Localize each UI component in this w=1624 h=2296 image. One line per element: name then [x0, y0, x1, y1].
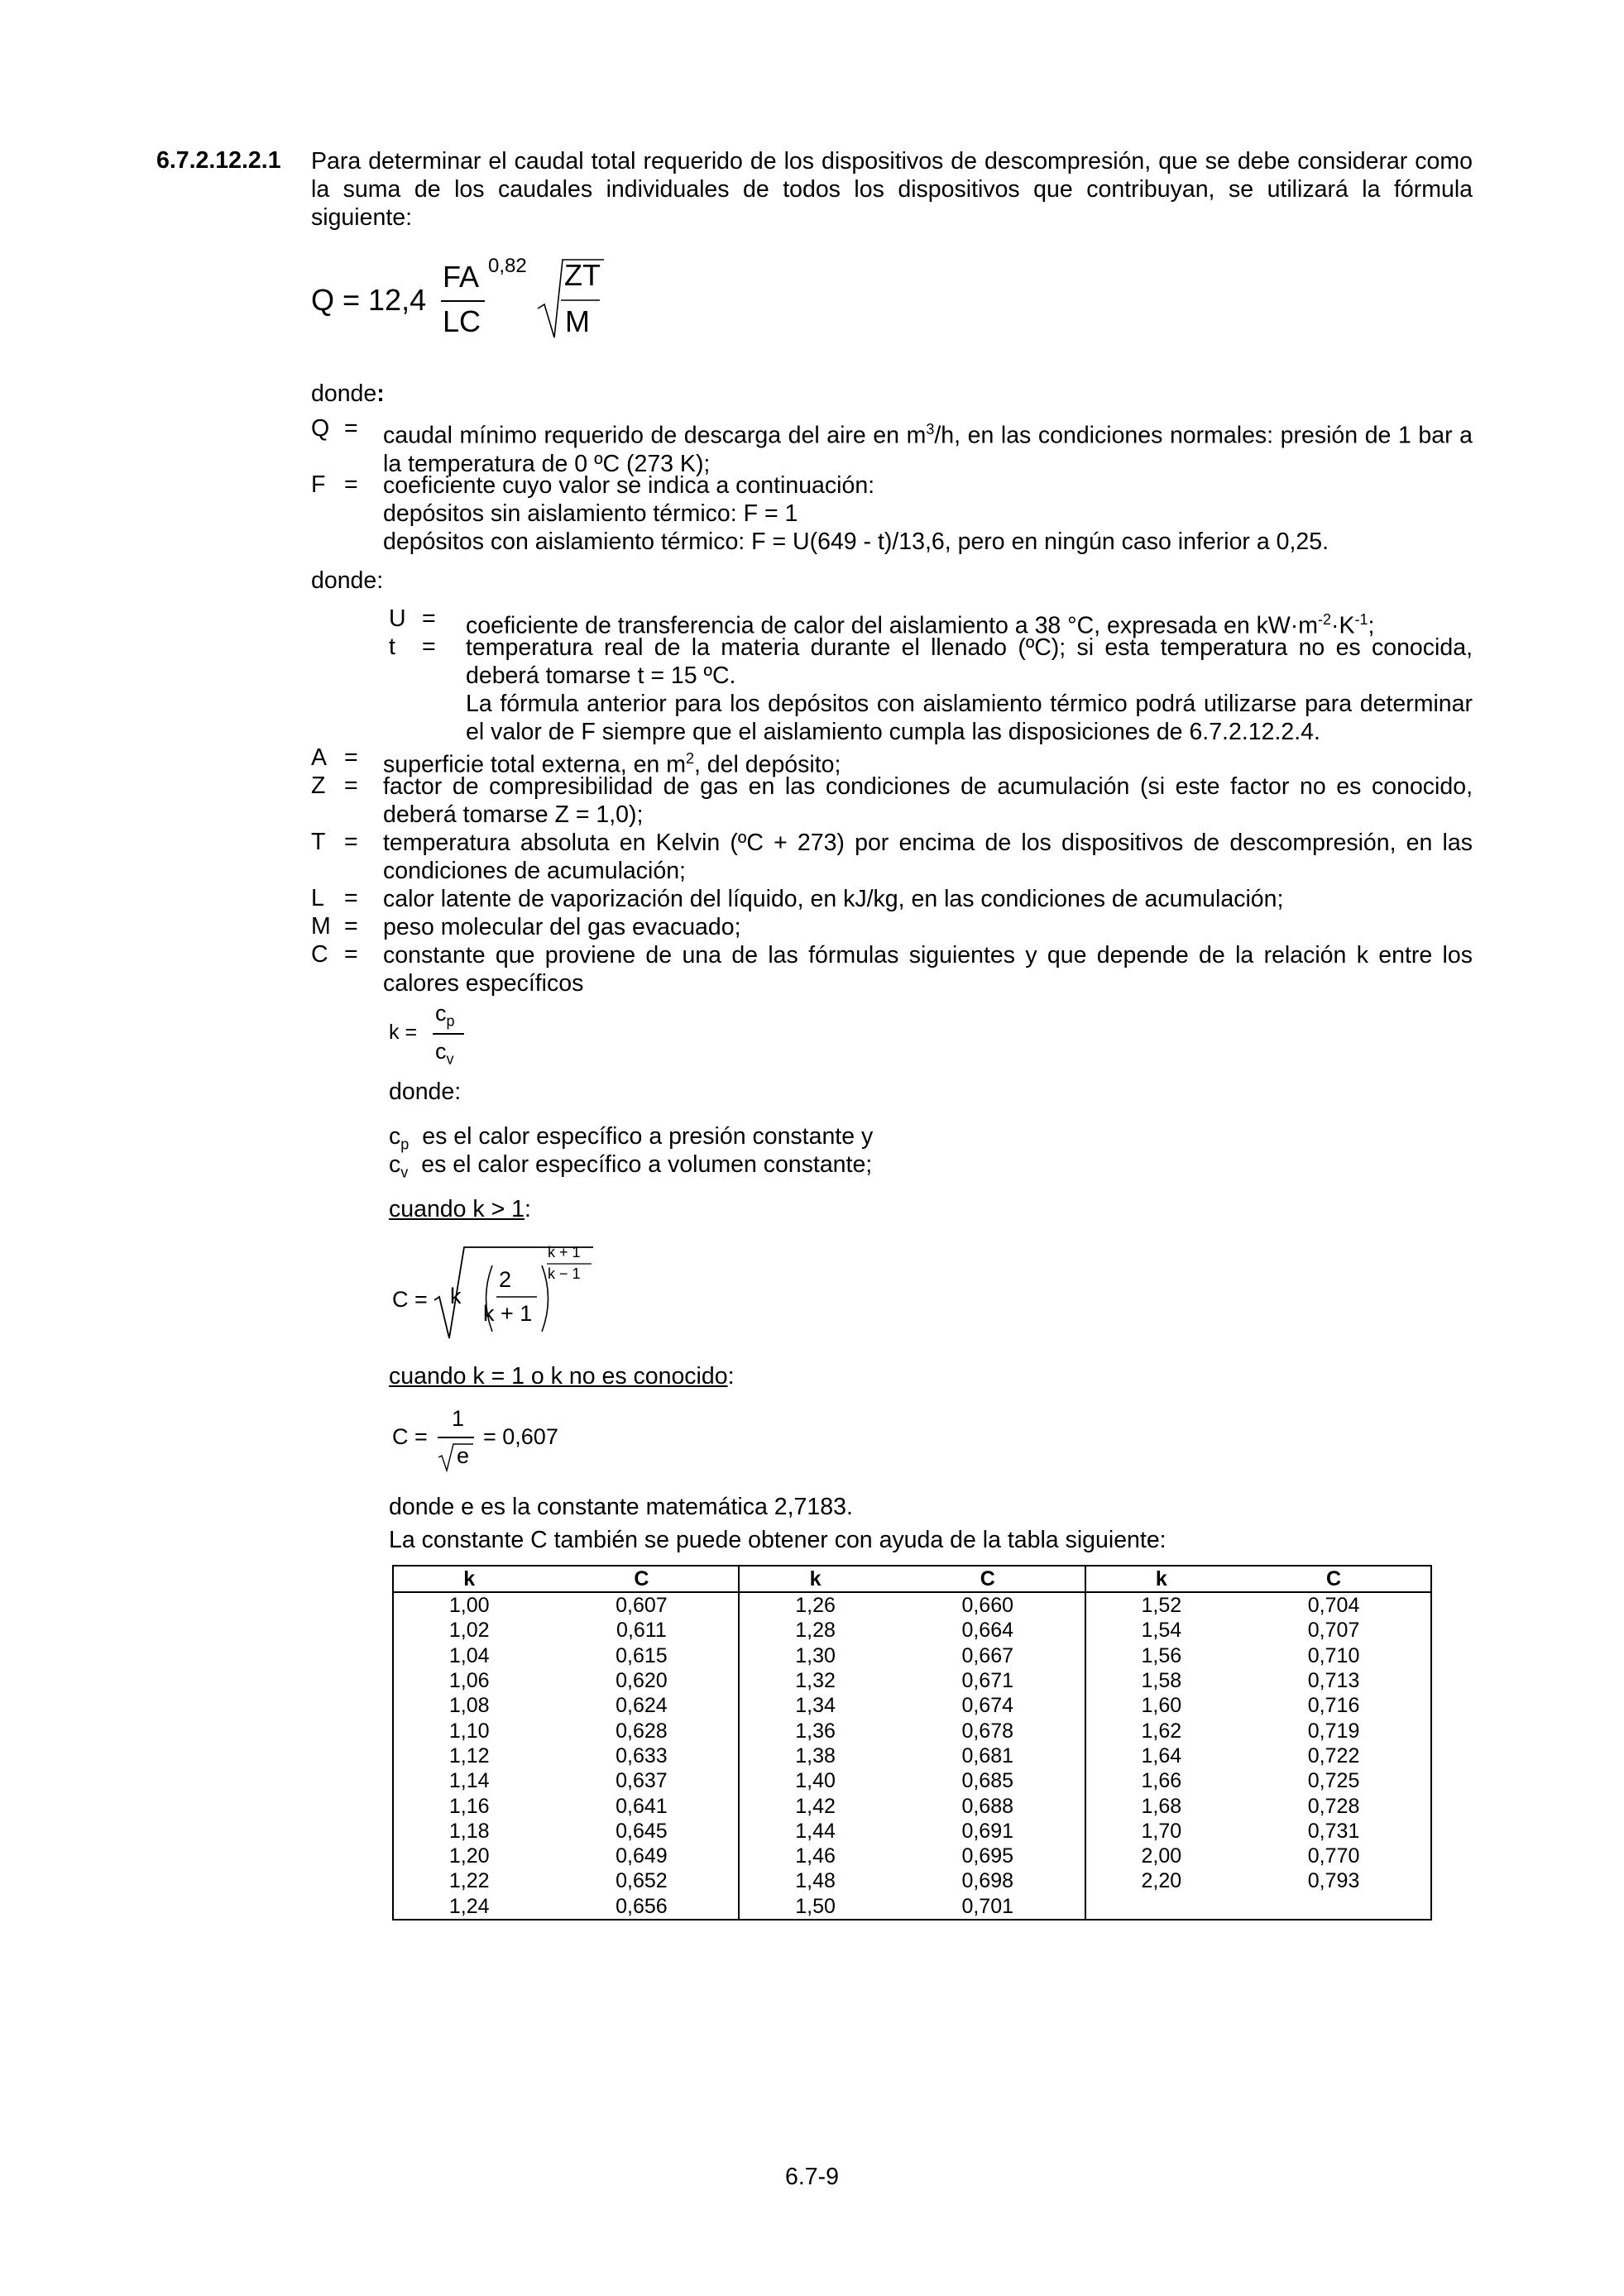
definition-t — [389, 634, 1473, 746]
table-cell-k: 1,48 — [739, 1868, 891, 1893]
formula-c2-denominator: e — [457, 1443, 470, 1468]
table-row — [393, 1693, 1431, 1718]
table-header-k: k — [393, 1566, 545, 1592]
section-number: 6.7.2.12.2.1 — [156, 147, 281, 174]
definition-text: coeficiente de transferencia de calor del aislamiento a 38 °C, expresada en $kW\cdot m^{-2}\cdot K^{-1}$; — [466, 611, 1375, 639]
formula-q-root-numerator: ZT — [564, 258, 601, 292]
table-cell-k: 1,36 — [739, 1718, 891, 1743]
definition-text: calor latente de vaporización del líquido, en kJ/kg, en las condiciones de acumulación; — [383, 886, 1284, 912]
table-cell-k: 1,44 — [739, 1819, 891, 1844]
table-cell-k: 1,00 — [448, 1594, 490, 1618]
table-cell-c: 0,691 — [961, 1819, 1013, 1843]
table-cell-c: 0,719 — [1307, 1719, 1360, 1743]
table-cell-k: 1,22 — [448, 1869, 490, 1893]
table-cell-c: 0,710 — [1307, 1643, 1360, 1667]
formula-c2-lhs: C = — [392, 1424, 428, 1449]
formula-q-fraction-bar — [441, 300, 485, 302]
formula-c2-fraction-bar — [438, 1437, 474, 1438]
intro-paragraph: Para determinar el caudal total requerido de los dispositivos de descompresión, que se debe considerar como la suma de los caudales individuales de todos los dispositivos que contribuyan, se utilizará la fórmula siguiente: — [311, 148, 1473, 231]
formula-q-denominator: LC — [443, 304, 481, 338]
table-cell-k: 1,60 — [1085, 1693, 1238, 1718]
table-intro: La constante C también se puede obtener con ayuda de la tabla siguiente: — [389, 1527, 1167, 1553]
table-cell-c: 0,716 — [1307, 1694, 1360, 1718]
table-row — [393, 1819, 1431, 1844]
formula-c1-lhs: C = — [392, 1287, 428, 1312]
definition-equals: = — [422, 605, 436, 632]
table-cell-c: 0,713 — [1307, 1669, 1360, 1693]
table-cell-c: 0,607 — [616, 1594, 668, 1618]
table-cell-k: 1,14 — [448, 1769, 490, 1793]
formula-c1-denominator: k + 1 — [483, 1301, 533, 1326]
table-cell-c: 0,628 — [616, 1719, 668, 1743]
table-cell-k: 1,24 — [448, 1894, 490, 1918]
definition-note: La fórmula anterior para los depósitos con aislamiento térmico podrá utilizarse para determinar el valor de F siempre que el aislamiento cumpla las disposiciones de 6.7.2.12.2.4. — [466, 691, 1473, 745]
definition-symbol: U — [389, 605, 406, 632]
formula-c1-k: k — [450, 1284, 462, 1308]
table-cell-k: 1,12 — [448, 1744, 490, 1767]
table-cell-c: 0,645 — [616, 1819, 668, 1843]
formula-c1-two: 2 — [499, 1267, 512, 1292]
definition-equals: = — [344, 744, 358, 771]
c-constant-table — [392, 1565, 1432, 1921]
table-cell-k: 1,68 — [1085, 1793, 1238, 1818]
table-cell-k: 1,56 — [1085, 1643, 1238, 1668]
definition-c — [311, 941, 1473, 997]
definition-text: superficie total externa, en $m^2$, del depósito; — [383, 750, 841, 778]
table-cell-c: 0,722 — [1307, 1744, 1360, 1767]
table-cell-k: 1,40 — [739, 1768, 891, 1793]
definition-text: peso molecular del gas evacuado; — [383, 914, 741, 940]
table-cell-c: 0,770 — [1307, 1844, 1360, 1868]
definition-symbol: M — [311, 913, 331, 940]
definition-equals: = — [344, 415, 358, 442]
table-cell-c: 0,793 — [1307, 1869, 1360, 1893]
table-row — [393, 1868, 1431, 1893]
definition-text: coeficiente cuyo valor se indica a continuación: depósitos sin aislamiento térmico: F = 1 depósitos con aislamiento térmico: F = U(649 - t)/13,6, pero en ningún caso inferior a 0,25. — [383, 472, 1329, 555]
table-cell-c: 0,660 — [961, 1594, 1013, 1618]
definition-symbol: Q — [311, 415, 330, 442]
table-cell-c: 0,652 — [616, 1869, 668, 1893]
formula-k-fraction-bar — [433, 1033, 464, 1035]
table-row — [393, 1718, 1431, 1743]
table-row — [393, 1618, 1431, 1643]
table-cell-k: 1,38 — [739, 1744, 891, 1768]
table-cell-k: 1,04 — [448, 1643, 490, 1667]
table-cell-c: 0,641 — [616, 1794, 668, 1818]
table-cell-k: 1,50 — [739, 1894, 891, 1920]
table-row — [393, 1744, 1431, 1768]
table-cell-c: 0,704 — [1307, 1594, 1360, 1618]
table-cell-k: 1,52 — [1085, 1592, 1238, 1618]
table-cell-k: 1,46 — [739, 1844, 891, 1868]
definition-symbol: A — [311, 744, 328, 771]
table-cell-c: 0,728 — [1307, 1794, 1360, 1818]
formula-q-numerator: FA — [443, 260, 480, 294]
table-cell-c: 0,637 — [616, 1769, 668, 1793]
table-cell-c — [1237, 1894, 1431, 1920]
page-number: 6.7-9 — [785, 2164, 839, 2190]
table-cell-k: 1,18 — [448, 1819, 490, 1843]
formula-c2-numerator: 1 — [452, 1406, 465, 1431]
table-cell-c: 0,725 — [1307, 1769, 1360, 1793]
case-k-greater-1: cuando k > 1: — [389, 1196, 531, 1222]
table-cell-c: 0,698 — [961, 1869, 1013, 1893]
table-cell-c: 0,624 — [616, 1694, 668, 1718]
definition-l — [311, 885, 1473, 913]
table-cell-k: 1,54 — [1085, 1618, 1238, 1643]
table-cell-c: 0,633 — [616, 1744, 668, 1767]
formula-k-lhs: k = — [389, 1021, 418, 1044]
table-cell-k: 1,66 — [1085, 1768, 1238, 1793]
table-cell-k: 1,26 — [739, 1592, 891, 1618]
table-cell-c: 0,615 — [616, 1643, 668, 1667]
table-cell-k: 1,30 — [739, 1643, 891, 1668]
definition-f — [311, 471, 1473, 556]
definition-text: temperatura real de la materia durante el llenado (ºC); si esta temperatura no es conocida, deberá tomarse t = 15 ºC. La fórmula anterior para los depósitos con aislamiento térmico podrá utilizarse para determinar el valor de F siempre que el aislamiento cumpla las disposiciones de 6.7.2.12.2.4. — [466, 634, 1473, 745]
definition-text: temperatura absoluta en Kelvin (ºC + 273) por encima de los dispositivos de descompresión, en las condiciones de acumulación; — [383, 830, 1473, 884]
table-cell-c: 0,707 — [1307, 1619, 1360, 1643]
table-cell-c: 0,620 — [616, 1669, 668, 1693]
definition-q — [311, 415, 1473, 478]
table-cell-c: 0,674 — [961, 1694, 1013, 1718]
table-cell-k: 1,06 — [448, 1669, 490, 1693]
table-cell-k: 1,70 — [1085, 1819, 1238, 1844]
table-cell-k: 1,02 — [448, 1619, 490, 1643]
table-cell-k: 2,00 — [1085, 1844, 1238, 1868]
table-cell-k: 1,58 — [1085, 1668, 1238, 1693]
formula-k-denominator: $c_v$ — [435, 1039, 454, 1068]
definition-m — [311, 913, 1473, 941]
table-cell-c: 0,695 — [961, 1844, 1013, 1868]
table-cell-c: 0,671 — [961, 1669, 1013, 1693]
formula-q-root-denominator: M — [565, 304, 590, 338]
table-header-k: k — [739, 1566, 891, 1592]
table-cell-c: 0,681 — [961, 1744, 1013, 1767]
definition-equals: = — [344, 913, 358, 940]
formula-k-numerator: $c_p$ — [435, 1001, 455, 1030]
table-row — [393, 1592, 1431, 1618]
table-row — [393, 1668, 1431, 1693]
table-cell-c: 0,611 — [616, 1619, 667, 1643]
definition-symbol: Z — [311, 773, 326, 799]
definition-equals: = — [422, 634, 436, 660]
table-cell-k: 1,08 — [448, 1694, 490, 1718]
definition-t-absolute — [311, 829, 1473, 885]
definition-symbol: T — [311, 829, 326, 855]
definition-symbol: F — [311, 471, 326, 498]
formula-c1-exponent-numerator: k + 1 — [548, 1244, 581, 1260]
table-cell-c: 0,678 — [961, 1719, 1013, 1743]
table-header-c: C — [545, 1566, 740, 1592]
case-k-equal-1: cuando k = 1 o k no es conocido: — [389, 1363, 735, 1390]
table-row — [393, 1768, 1431, 1793]
formula-c2-rhs: = 0,607 — [483, 1424, 558, 1449]
donde-label-3: donde: — [389, 1079, 462, 1105]
definition-z — [311, 773, 1473, 829]
table-cell-c: 0,667 — [961, 1643, 1013, 1667]
definition-text: constante que proviene de una de las fórmulas siguientes y que depende de la relación k entre los calores específicos — [383, 942, 1473, 997]
table-cell-c: 0,701 — [961, 1894, 1013, 1918]
table-cell-k: 1,28 — [739, 1618, 891, 1643]
table-cell-c: 0,664 — [961, 1619, 1013, 1643]
formula-q-lhs: Q = 12,4 — [311, 283, 427, 317]
table-cell-c: 0,649 — [616, 1844, 668, 1868]
formula-q-exponent: 0,82 — [488, 255, 527, 277]
table-cell-k — [1085, 1894, 1238, 1920]
table-cell-c: 0,731 — [1307, 1819, 1360, 1843]
table-cell-k: 1,64 — [1085, 1744, 1238, 1768]
definition-symbol: t — [389, 634, 395, 660]
table-cell-c: 0,688 — [961, 1794, 1013, 1818]
definition-equals: = — [344, 941, 358, 968]
table-cell-k: 1,10 — [448, 1719, 490, 1743]
definition-symbol: C — [311, 941, 328, 968]
table-row — [393, 1894, 1431, 1920]
table-cell-k: 1,42 — [739, 1793, 891, 1818]
donde-label-2: donde: — [311, 567, 384, 594]
table-cell-k: 1,20 — [448, 1844, 490, 1868]
table-cell-k: 2,20 — [1085, 1868, 1238, 1893]
note-constant-e: donde e es la constante matemática 2,7183. — [389, 1494, 853, 1520]
table-cell-k: 1,32 — [739, 1668, 891, 1693]
donde-label-1: donde: — [311, 380, 385, 407]
table-header-row — [393, 1566, 1431, 1592]
table-row — [393, 1643, 1431, 1668]
cv-definition: $c_v$ es el calor específico a volumen constante; — [389, 1151, 873, 1181]
table-row — [393, 1844, 1431, 1868]
table-cell-k: 1,34 — [739, 1693, 891, 1718]
table-row — [393, 1793, 1431, 1818]
definition-text: factor de compresibilidad de gas en las condiciones de acumulación (si este factor no es conocido, deberá tomarse Z = 1,0); — [383, 773, 1473, 828]
definition-symbol: L — [311, 885, 324, 911]
definition-equals: = — [344, 885, 358, 911]
table-cell-k: 1,16 — [448, 1794, 490, 1818]
table-header-k: k — [1085, 1566, 1238, 1592]
definition-equals: = — [344, 829, 358, 855]
table-header-c: C — [891, 1566, 1085, 1592]
table-cell-k: 1,62 — [1085, 1718, 1238, 1743]
table-cell-c: 0,685 — [961, 1769, 1013, 1793]
definition-equals: = — [344, 471, 358, 498]
definition-text: caudal mínimo requerido de descarga del aire en $m^3/h$, en las condiciones normales: presión de 1 bar a la temperatura de 0 ºC (273 K); — [383, 421, 1473, 477]
table-cell-c: 0,656 — [616, 1894, 668, 1918]
table-header-c: C — [1237, 1566, 1431, 1592]
definition-equals: = — [344, 773, 358, 799]
cp-definition: $c_p$ es el calor específico a presión constante y — [389, 1123, 874, 1153]
formula-c1-exponent-denominator: k − 1 — [548, 1265, 581, 1282]
